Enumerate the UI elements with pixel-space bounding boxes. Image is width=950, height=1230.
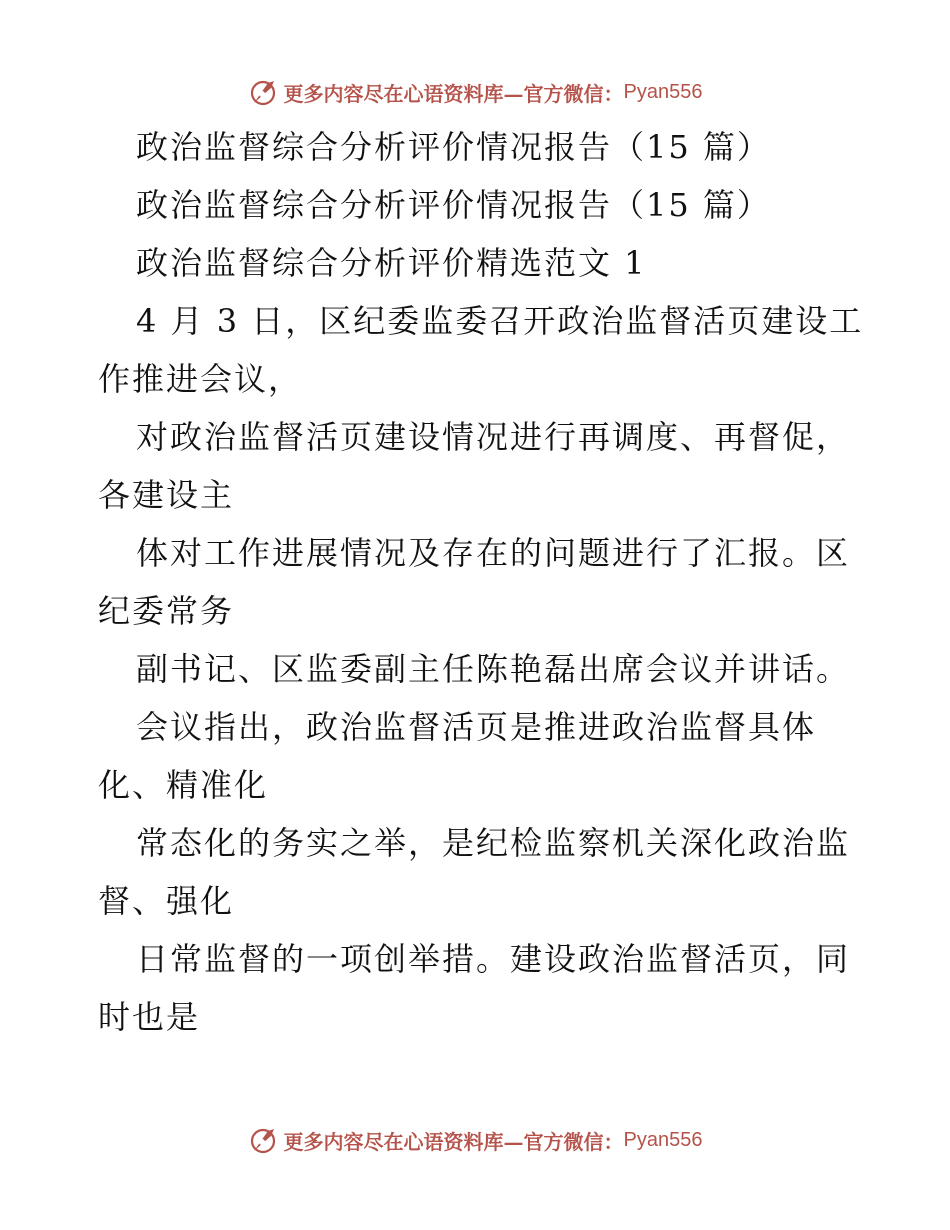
footer-banner	[0, 1120, 950, 1160]
footer-banner-text: 更多内容尽在心语资料库—官方微信：	[283, 1129, 624, 1154]
document-line: 4 月 3 日，区纪委监委召开政治监督活页建设工	[136, 302, 864, 340]
document-line: 督、强化	[98, 882, 235, 920]
document-line: 政治监督综合分析评价情况报告（15 篇）	[136, 128, 771, 166]
quill-pen-logo-icon	[248, 1125, 278, 1155]
document-line: 纪委常务	[98, 592, 235, 630]
quill-pen-logo-icon	[248, 77, 278, 107]
header-banner-wechat-id: Pyan556	[623, 80, 703, 103]
document-line: 政治监督综合分析评价精选范文 1	[136, 244, 647, 282]
document-line: 日常监督的一项创举措。建设政治监督活页，同	[136, 940, 851, 978]
document-line: 政治监督综合分析评价情况报告（15 篇）	[136, 186, 771, 224]
document-line: 各建设主	[98, 476, 235, 514]
document-line: 对政治监督活页建设情况进行再调度、再督促，	[136, 418, 851, 456]
header-banner-text: 更多内容尽在心语资料库—官方微信：	[283, 81, 624, 106]
document-line: 会议指出，政治监督活页是推进政治监督具体	[136, 708, 817, 746]
document-line: 副书记、区监委副主任陈艳磊出席会议并讲话。	[136, 650, 851, 688]
document-line: 化、精准化	[98, 766, 269, 804]
document-line: 时也是	[98, 998, 201, 1036]
document-line: 常态化的务实之举，是纪检监察机关深化政治监	[136, 824, 851, 862]
document-line: 体对工作进展情况及存在的问题进行了汇报。区	[136, 534, 851, 572]
header-banner	[0, 72, 950, 112]
footer-banner-wechat-id: Pyan556	[623, 1128, 703, 1151]
document-line: 作推进会议，	[98, 360, 303, 398]
document-body	[98, 118, 864, 1046]
